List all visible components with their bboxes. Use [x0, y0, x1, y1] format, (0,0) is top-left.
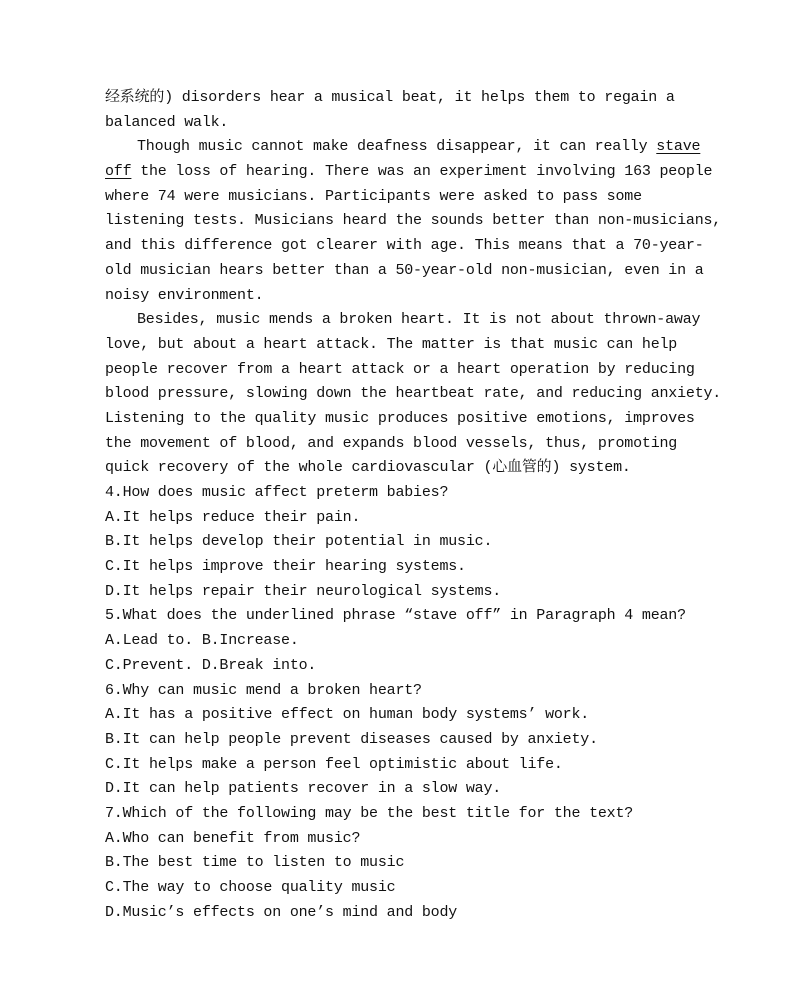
answer-option: D.It can help patients recover in a slow way.: [105, 780, 502, 798]
text-line: [105, 135, 701, 160]
answer-option: D.Music’s effects on one’s mind and body: [105, 903, 458, 921]
text-line: the movement of blood, and expands blood vessels, thus, promoting: [105, 434, 678, 452]
text-line: [105, 160, 713, 185]
text-line: Listening to the quality music produces positive emotions, improves: [105, 409, 695, 427]
question-7: [105, 802, 695, 925]
underlined-phrase: stave: [656, 138, 701, 156]
answer-option: C.It helps make a person feel optimistic about life.: [105, 755, 563, 773]
text-line: quick recovery of the whole cardiovascular (心血管的) system.: [105, 459, 631, 477]
paragraph-heart: [105, 308, 722, 481]
question-stem: 6.Why can music mend a broken heart?: [105, 681, 422, 699]
question-stem: 5.What does the underlined phrase “stave off” in Paragraph 4 mean?: [105, 607, 686, 625]
question-stem: 7.Which of the following may be the best title for the text?: [105, 804, 634, 822]
answer-option: A.It helps reduce their pain.: [105, 508, 361, 526]
text-line: old musician hears better than a 50-year-old non-musician, even in a: [105, 261, 704, 279]
question-6: [105, 679, 695, 802]
answer-option: A.Who can benefit from music?: [105, 829, 361, 847]
text-line: and this difference got clearer with age. This means that a 70-year-: [105, 237, 704, 255]
text-line: noisy environment.: [105, 286, 264, 304]
answer-option: D.It helps repair their neurological systems.: [105, 582, 502, 600]
answer-option: B.It helps develop their potential in music.: [105, 533, 493, 551]
document-page: [105, 86, 722, 925]
underlined-phrase: off: [105, 163, 132, 181]
answer-option: A.Lead to. B.Increase.: [105, 632, 299, 650]
text-line: people recover from a heart attack or a heart operation by reducing: [105, 360, 695, 378]
question-5: [105, 604, 695, 678]
text-line: listening tests. Musicians heard the sounds better than non-musicians,: [105, 212, 722, 230]
question-stem: 4.How does music affect preterm babies?: [105, 484, 449, 501]
answer-option: B.It can help people prevent diseases caused by anxiety.: [105, 730, 598, 748]
text-line: Besides, music mends a broken heart. It is not about thrown-away: [137, 311, 701, 329]
answer-option: B.The best time to listen to music: [105, 854, 405, 872]
text-line: blood pressure, slowing down the heartbeat rate, and reducing anxiety.: [105, 385, 722, 403]
answer-option: C.It helps improve their hearing systems.: [105, 558, 466, 576]
text-line: where 74 were musicians. Participants were asked to pass some: [105, 187, 642, 205]
text-line: love, but about a heart attack. The matter is that music can help: [105, 335, 678, 353]
answer-option: C.The way to choose quality music: [105, 879, 396, 896]
text-line: balanced walk.: [105, 113, 229, 131]
text-line: 经系统的) disorders hear a musical beat, it helps them to regain a: [105, 89, 675, 106]
paragraph-hearing: [105, 135, 722, 308]
answer-option: C.Prevent. D.Break into.: [105, 656, 317, 674]
text-run: the loss of hearing. There was an experiment involving 163 people: [131, 163, 713, 181]
question-4: [105, 481, 695, 604]
text-run: Though music cannot make deafness disappear, it can really: [137, 138, 657, 156]
intro-fragment: [105, 86, 695, 135]
answer-option: A.It has a positive effect on human body systems’ work.: [105, 706, 590, 724]
